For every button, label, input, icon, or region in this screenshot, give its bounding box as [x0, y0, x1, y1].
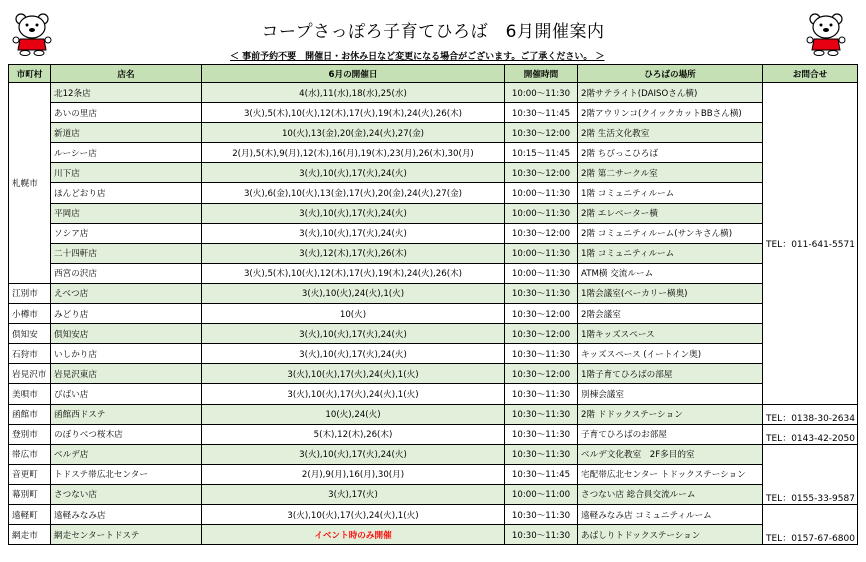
table-row [9, 484, 858, 504]
store-cell: いしかり店 [51, 344, 202, 364]
dates-cell: 3(火),10(火),17(火),24(火) [202, 344, 505, 364]
table-row [9, 203, 858, 223]
notice-subtitle: ＜ 事前予約不要 開催日・お休み日など変更になる場合がございます。ご了承ください。 ＞ [230, 52, 605, 62]
table-row [9, 525, 858, 545]
place-cell: 2階サテライト(DAISOさん横) [578, 83, 763, 103]
place-cell: 2階 エレベーター横 [578, 203, 763, 223]
store-cell: トドステ帯広北センター [51, 464, 202, 484]
place-cell: ベルデ文化教室 2F多目的室 [578, 444, 763, 464]
time-cell: 10:30～12:00 [505, 223, 578, 243]
city-cell: 帯広市 [9, 444, 51, 464]
table-row [9, 143, 858, 163]
table-row [9, 364, 858, 384]
place-cell: 遠軽みなみ店 コミュニティルーム [578, 504, 763, 524]
place-cell: 1階 コミュニティルーム [578, 183, 763, 203]
store-cell: ほんどおり店 [51, 183, 202, 203]
dates-cell: 3(火),10(火),17(火),24(火) [202, 223, 505, 243]
city-cell: 音更町 [9, 464, 51, 484]
place-cell: 2階 コミュニティルーム(サンキさん横) [578, 223, 763, 243]
place-cell: 2階 ドドックステーション [578, 404, 763, 424]
dates-cell: 3(火),6(金),10(火),13(金),17(火),20(金),24(火),27(金) [202, 183, 505, 203]
time-cell: 10:30～11:30 [505, 525, 578, 545]
store-cell: ソシア店 [51, 223, 202, 243]
dates-cell: 3(火),5(木),10(火),12(木),17(火),19(木),24(火),26(木) [202, 263, 505, 283]
time-cell: 10:30～12:00 [505, 304, 578, 324]
dates-cell: 3(火),10(火),17(火),24(火),1(火) [202, 364, 505, 384]
time-cell: 10:30～11:30 [505, 504, 578, 524]
city-cell: 幕別町 [9, 484, 51, 504]
table-row [9, 404, 858, 424]
contact-cell: TEL：0143-42-2050 [763, 424, 858, 444]
store-cell: 二十四軒店 [51, 243, 202, 263]
city-cell: 登別市 [9, 424, 51, 444]
table-row [9, 223, 858, 243]
store-cell: のぼりべつ桜木店 [51, 424, 202, 444]
time-cell: 10:30～11:30 [505, 344, 578, 364]
schedule-table [8, 64, 858, 545]
store-cell: 函館西ドステ [51, 404, 202, 424]
place-cell: 1階 コミュニティルーム [578, 243, 763, 263]
time-cell: 10:30～11:30 [505, 444, 578, 464]
place-cell: 2階会議室 [578, 304, 763, 324]
place-cell: 子育てひろばのお部屋 [578, 424, 763, 444]
contact-cell: TEL：0155-33-9587 [763, 444, 858, 504]
place-cell: 2階 ちびっこひろば [578, 143, 763, 163]
dates-cell: 2(月),9(月),16(月),30(月) [202, 464, 505, 484]
table-row [9, 103, 858, 123]
time-cell: 10:30～12:00 [505, 324, 578, 344]
table-row [9, 263, 858, 283]
time-cell: 10:30～11:30 [505, 424, 578, 444]
dates-cell: 3(火),10(火),17(火),24(火) [202, 324, 505, 344]
table-row [9, 504, 858, 524]
city-cell: 遠軽町 [9, 504, 51, 524]
col-header-time: 開催時間 [505, 65, 578, 83]
time-cell: 10:00～11:30 [505, 263, 578, 283]
store-cell: ルーシー店 [51, 143, 202, 163]
table-row [9, 444, 858, 464]
dates-cell: 3(火),17(火) [202, 484, 505, 504]
store-cell: 遠軽みなみ店 [51, 504, 202, 524]
place-cell: 1階子育てひろばの部屋 [578, 364, 763, 384]
table-row [9, 283, 858, 303]
store-cell: あいの里店 [51, 103, 202, 123]
dates-cell: 10(火),13(金),20(金),24(火),27(金) [202, 123, 505, 143]
time-cell: 10:00～11:30 [505, 83, 578, 103]
store-cell: 北12条店 [51, 83, 202, 103]
city-cell: 網走市 [9, 525, 51, 545]
table-row [9, 384, 858, 404]
contact-cell: TEL：011-641-5571 [763, 83, 858, 405]
place-cell: 2階 第二サークル室 [578, 163, 763, 183]
dates-cell: 3(火),10(火),17(火),24(火) [202, 163, 505, 183]
city-cell: 倶知安 [9, 324, 51, 344]
time-cell: 10:30～12:00 [505, 364, 578, 384]
time-cell: 10:30～11:30 [505, 283, 578, 303]
table-row [9, 304, 858, 324]
table-row [9, 464, 858, 484]
table-header-row [9, 65, 858, 83]
time-cell: 10:30～11:30 [505, 384, 578, 404]
store-cell: 新道店 [51, 123, 202, 143]
place-cell: ATM横 交流ルーム [578, 263, 763, 283]
time-cell: 10:00～11:00 [505, 484, 578, 504]
table-row [9, 163, 858, 183]
dates-cell: 2(月),5(木),9(月),12(木),16(月),19(木),23(月),26(木),30(月) [202, 143, 505, 163]
store-cell: みどり店 [51, 304, 202, 324]
store-cell: びばい店 [51, 384, 202, 404]
store-cell: 岩見沢東店 [51, 364, 202, 384]
store-cell: 平岡店 [51, 203, 202, 223]
event-only-notice: イベント時のみ開催 [202, 525, 505, 545]
col-header-store: 店名 [51, 65, 202, 83]
dates-cell: 5(木),12(木),26(木) [202, 424, 505, 444]
city-cell: 札幌市 [9, 83, 51, 284]
dates-cell: 3(火),5(木),10(火),12(木),17(火),19(木),24(火),26(木) [202, 103, 505, 123]
dates-cell: 3(火),12(木),17(火),26(木) [202, 243, 505, 263]
place-cell: さつない店 総合員交流ルーム [578, 484, 763, 504]
city-cell: 函館市 [9, 404, 51, 424]
city-cell: 石狩市 [9, 344, 51, 364]
time-cell: 10:30～11:45 [505, 464, 578, 484]
place-cell: 宅配帯広北センター トドックステーション [578, 464, 763, 484]
dates-cell: 3(火),10(火),17(火),24(火) [202, 203, 505, 223]
dates-cell: 3(火),10(火),24(火),1(火) [202, 283, 505, 303]
dates-cell: 3(火),10(火),17(火),24(火),1(火) [202, 384, 505, 404]
store-cell: 西宮の沢店 [51, 263, 202, 283]
time-cell: 10:30～12:00 [505, 123, 578, 143]
table-row [9, 83, 858, 103]
page-title: コープさっぽろ子育てひろば 6月開催案内 [261, 22, 605, 42]
time-cell: 10:00～11:30 [505, 243, 578, 263]
table-row [9, 344, 858, 364]
time-cell: 10:00～11:30 [505, 183, 578, 203]
dates-cell: 3(火),10(火),17(火),24(火),1(火) [202, 504, 505, 524]
city-cell: 江別市 [9, 283, 51, 303]
store-cell: 倶知安店 [51, 324, 202, 344]
city-cell: 小樽市 [9, 304, 51, 324]
place-cell: 1階キッズスペース [578, 324, 763, 344]
time-cell: 10:30～11:30 [505, 404, 578, 424]
store-cell: えべつ店 [51, 283, 202, 303]
dates-cell: 10(火),24(火) [202, 404, 505, 424]
place-cell: あばしりトドックステーション [578, 525, 763, 545]
table-row [9, 243, 858, 263]
store-cell: 川下店 [51, 163, 202, 183]
dates-cell: 10(火) [202, 304, 505, 324]
table-row [9, 424, 858, 444]
time-cell: 10:15～11:45 [505, 143, 578, 163]
contact-cell: TEL：0138-30-2634 [763, 404, 858, 424]
table-row [9, 183, 858, 203]
contact-cell: TEL：0157-67-6800 [763, 504, 858, 544]
dates-cell: 3(火),10(火),17(火),24(火) [202, 444, 505, 464]
col-header-place: ひろばの場所 [578, 65, 763, 83]
time-cell: 10:30～11:45 [505, 103, 578, 123]
city-cell: 岩見沢市 [9, 364, 51, 384]
col-header-dates: 6月の開催日 [202, 65, 505, 83]
place-cell: 別棟会議室 [578, 384, 763, 404]
table-row [9, 123, 858, 143]
store-cell: 網走センタートドステ [51, 525, 202, 545]
city-cell: 美唄市 [9, 384, 51, 404]
store-cell: ベルデ店 [51, 444, 202, 464]
table-row [9, 324, 858, 344]
time-cell: 10:30～12:00 [505, 163, 578, 183]
place-cell: 2階 生活文化教室 [578, 123, 763, 143]
store-cell: さつない店 [51, 484, 202, 504]
place-cell: 1階会議室(ベーカリー横奥) [578, 283, 763, 303]
place-cell: 2階アウリンコ(クイックカットBBさん横) [578, 103, 763, 123]
time-cell: 10:00～11:30 [505, 203, 578, 223]
col-header-city: 市町村 [9, 65, 51, 83]
col-header-contact: お問合せ [763, 65, 858, 83]
dates-cell: 4(水),11(水),18(水),25(水) [202, 83, 505, 103]
place-cell: キッズスペース (イートイン奥) [578, 344, 763, 364]
